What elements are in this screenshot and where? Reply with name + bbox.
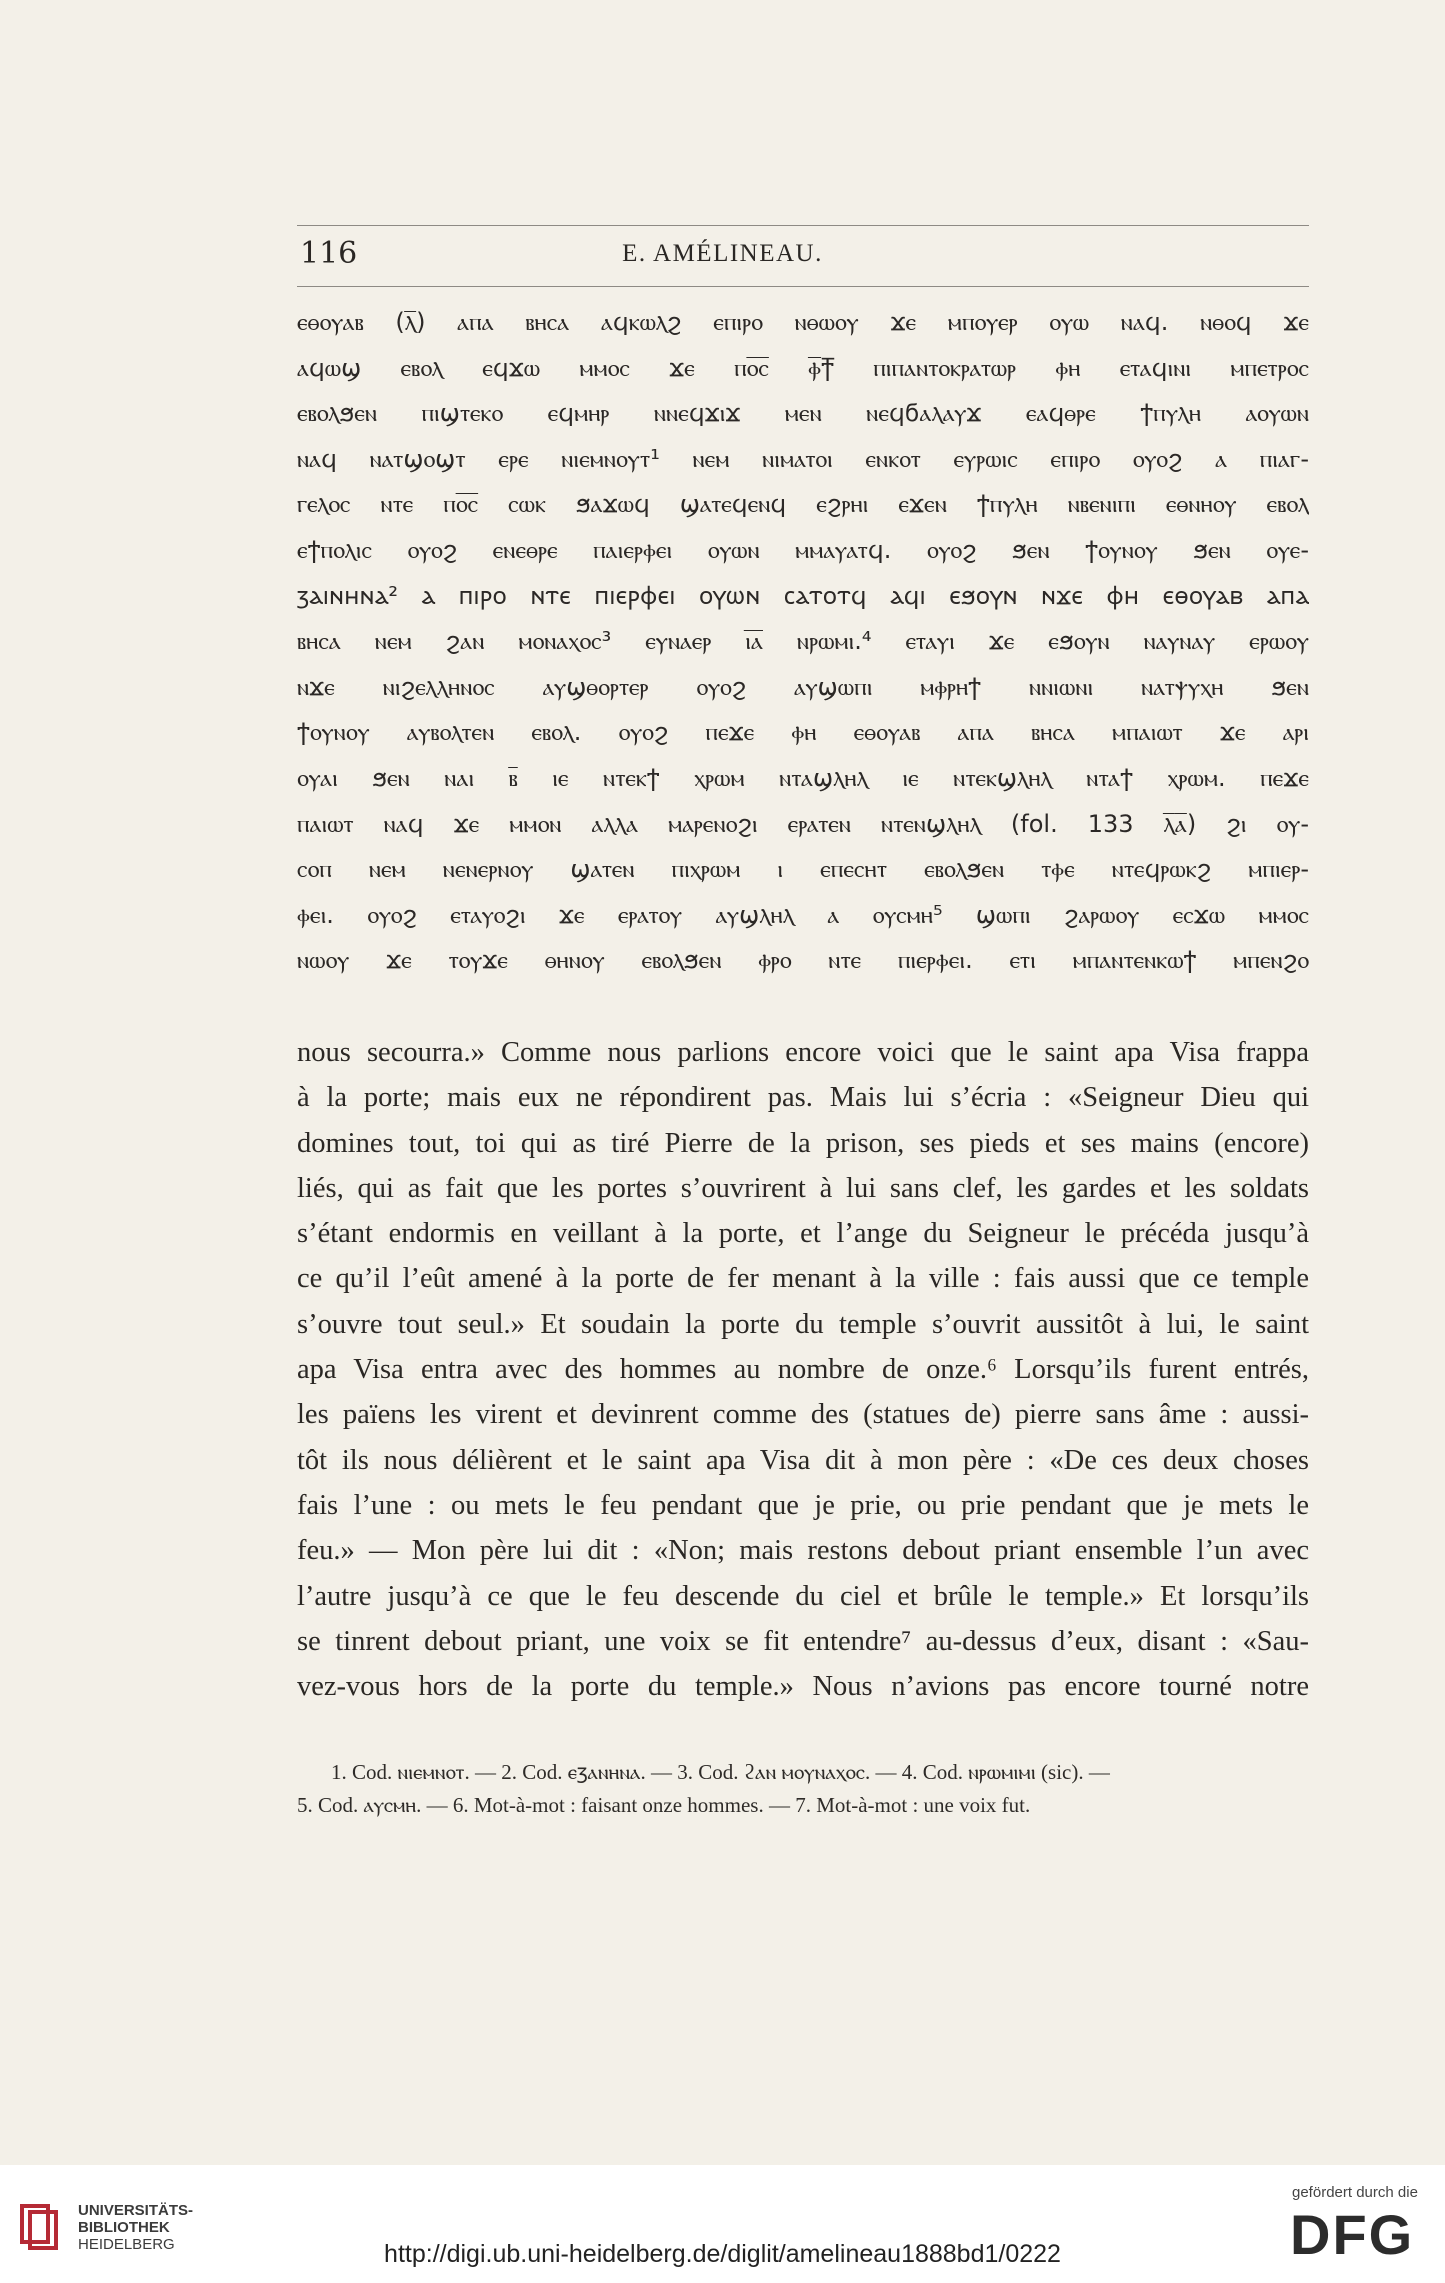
- institution-line-2: BIBLIOTHEK: [78, 2219, 170, 2236]
- french-line: apa Visa entra avec des hommes au nombre de onze.⁶ Lorsqu’ils furent entrés,: [297, 1354, 1309, 1386]
- coptic-line: ⲁϥⲱϣ ⲉⲃⲟⲗ ⲉϥϫⲱ ⲙⲙⲟⲥ ϫⲉ ⲡⲟ̅ⲥ̅ ⲫ̅ϯ̅ ⲡⲓⲡⲁⲛⲧⲟⲕⲣⲁⲧⲱⲣ ⲫⲏ ⲉⲧⲁϥⲓⲛⲓ ⲙⲡⲉⲧⲣⲟⲥ: [297, 353, 1309, 382]
- coptic-line: ⲛⲁϥ ⲛⲁⲧϣⲟϣⲧ ⲉⲣⲉ ⲛⲓⲉⲙⲛⲟⲩⲧ¹ ⲛⲉⲙ ⲛⲓⲙⲁⲧⲟⲓ ⲉⲛⲕⲟⲧ ⲉⲩⲣⲱⲓⲥ ⲉⲡⲓⲣⲟ ⲟⲩⲟϩ ⲁ ⲡⲓⲁⲅ-: [297, 444, 1309, 473]
- coptic-text-block: [297, 300, 1309, 984]
- coptic-line: ⲛϫⲉ ⲛⲓϩⲉⲗⲗⲏⲛⲟⲥ ⲁⲩϣⲑⲟⲣⲧⲉⲣ ⲟⲩⲟϩ ⲁⲩϣⲱⲡⲓ ⲙⲫⲣⲏϯ ⲛⲛⲓⲱⲛⲓ ⲛⲁⲧⲯⲩⲭⲏ ϧⲉⲛ: [297, 672, 1309, 701]
- institution-line-3: HEIDELBERG: [78, 2236, 175, 2253]
- french-line: feu.» — Mon père lui dit : «Non; mais restons debout priant ensemble l’un avec: [297, 1535, 1309, 1567]
- coptic-line: ⲟⲩⲁⲓ ϧⲉⲛ ⲛⲁⲓ ⲃ̅ ⲓⲉ ⲛⲧⲉⲕϯ ⲭⲣⲱⲙ ⲛⲧⲁϣⲗⲏⲗ ⲓⲉ ⲛⲧⲉⲕϣⲗⲏⲗ ⲛⲧⲁϯ ⲭⲣⲱⲙ. ⲡⲉϫⲉ: [297, 763, 1309, 792]
- french-line: s’ouvre tout seul.» Et soudain la porte du temple s’ouvrit aussitôt à lui, le saint: [297, 1308, 1309, 1340]
- french-line: ce qu’il l’eût amené à la porte de fer menant à la ville : fais aussi que ce temple: [297, 1263, 1309, 1295]
- coptic-line: ⲉⲃⲟⲗϧⲉⲛ ⲡⲓϣⲧⲉⲕⲟ ⲉϥⲙⲏⲣ ⲛⲛⲉϥϫⲓϫ ⲙⲉⲛ ⲛⲉϥϭⲁⲗⲁⲩϫ ⲉⲁϥⲑⲣⲉ ϯⲡⲩⲗⲏ ⲁⲟⲩⲱⲛ: [297, 399, 1309, 428]
- footnotes-block: [297, 1756, 1309, 1822]
- page-number: 116: [300, 236, 358, 271]
- funder-label: gefördert durch die: [1292, 2184, 1418, 2201]
- french-line: s’étant endormis en veillant à la porte, et l’ange du Seigneur le précéda jusqu’à: [297, 1218, 1309, 1250]
- header-rule-bottom: [297, 286, 1309, 287]
- footnote-line: 1. Cod. ⲛⲓⲉⲙⲛⲟⲧ. — 2. Cod. ⲉⳅⲁⲛⲏⲛⲁ. — 3. Cod. ϩⲁⲛ ⲙⲟⲩⲛⲁⲭⲟⲥ. — 4. Cod. ⲛⲣⲱⲙⲓⲙⲓ (sic). —: [331, 1760, 1110, 1784]
- french-line: domines tout, toi qui as tiré Pierre de la prison, ses pieds et ses mains (encore): [297, 1127, 1309, 1159]
- french-line: l’autre jusqu’à ce que le feu descende du ciel et brûle le temple.» Et lorsqu’ils: [297, 1580, 1309, 1612]
- french-line: se tinrent debout priant, une voix se fit entendre⁷ au-dessus d’eux, disant : «Sau-: [297, 1625, 1309, 1657]
- coptic-line: ⳅⲁⲓⲛⲏⲛⲁ² ⲁ ⲡⲓⲣⲟ ⲛⲧⲉ ⲡⲓⲉⲣⲫⲉⲓ ⲟⲩⲱⲛ ⲥⲁⲧⲟⲧϥ ⲁϥⲓ ⲉϧⲟⲩⲛ ⲛϫⲉ ⲫⲏ ⲉⲑⲟⲩⲁⲃ ⲁⲡⲁ: [297, 581, 1309, 610]
- french-translation-block: [297, 1030, 1309, 1709]
- french-line: à la porte; mais eux ne répondirent pas. Mais lui s’écria : «Seigneur Dieu qui: [297, 1082, 1309, 1114]
- coptic-line: ⲃⲏⲥⲁ ⲛⲉⲙ ϩⲁⲛ ⲙⲟⲛⲁⲭⲟⲥ³ ⲉⲩⲛⲁⲉⲣ ⲓ̅ⲁ̅ ⲛⲣⲱⲙⲓ.⁴ ⲉⲧⲁⲩⲓ ϫⲉ ⲉϧⲟⲩⲛ ⲛⲁⲩⲛⲁⲩ ⲉⲣⲱⲟⲩ: [297, 627, 1309, 656]
- coptic-line: ⲅⲉⲗⲟⲥ ⲛⲧⲉ ⲡⲟ̅ⲥ̅ ⲥⲱⲕ ϧⲁϫⲱϥ ϣⲁⲧⲉϥⲉⲛϥ ⲉϩⲣⲏⲓ ⲉϫⲉⲛ ϯⲡⲩⲗⲏ ⲛⲃⲉⲛⲓⲡⲓ ⲉⲑⲛⲏⲟⲩ ⲉⲃⲟⲗ: [297, 490, 1309, 519]
- french-line: les païens les virent et devinrent comme des (statues de) pierre sans âme : aussi-: [297, 1399, 1309, 1431]
- dfg-logo: DFG: [1290, 2203, 1415, 2266]
- french-line: nous secourra.» Comme nous parlions encore voici que le saint apa Visa frappa: [297, 1037, 1309, 1068]
- coptic-line: ⲥⲟⲡ ⲛⲉⲙ ⲛⲉⲛⲉⲣⲛⲟⲩ ϣⲁⲧⲉⲛ ⲡⲓⲭⲣⲱⲙ ⲓ ⲉⲡⲉⲥⲏⲧ ⲉⲃⲟⲗϧⲉⲛ ⲧⲫⲉ ⲛⲧⲉϥⲣⲱⲕϩ ⲙⲡⲓⲉⲣ-: [297, 855, 1309, 884]
- coptic-line: ϯⲟⲩⲛⲟⲩ ⲁⲩⲃⲟⲗⲧⲉⲛ ⲉⲃⲟⲗ. ⲟⲩⲟϩ ⲡⲉϫⲉ ⲫⲏ ⲉⲑⲟⲩⲁⲃ ⲁⲡⲁ ⲃⲏⲥⲁ ⲙⲡⲁⲓⲱⲧ ϫⲉ ⲁⲣⲓ: [297, 718, 1309, 747]
- french-line: fais l’une : ou mets le feu pendant que je prie, ou prie pendant que je mets le: [297, 1489, 1309, 1521]
- running-head: E. AMÉLINEAU.: [622, 240, 823, 267]
- french-line: liés, qui as fait que les portes s’ouvrirent à lui sans clef, les gardes et les soldats: [297, 1172, 1309, 1204]
- footnote-line: 5. Cod. ⲁⲩⲥⲙⲏ. — 6. Mot-à-mot : faisant onze hommes. — 7. Mot-à-mot : une voix fut.: [297, 1793, 1031, 1817]
- coptic-line: ⲫⲉⲓ. ⲟⲩⲟϩ ⲉⲧⲁⲩⲟϩⲓ ϫⲉ ⲉⲣⲁⲧⲟⲩ ⲁⲩϣⲗⲏⲗ ⲁ ⲟⲩⲥⲙⲏ⁵ ϣⲱⲡⲓ ϩⲁⲣⲱⲟⲩ ⲉⲥϫⲱ ⲙⲙⲟⲥ: [297, 900, 1309, 929]
- coptic-line: ⲉⲑⲟⲩⲁⲃ (ⲗ̅) ⲁⲡⲁ ⲃⲏⲥⲁ ⲁϥⲕⲱⲗϩ ⲉⲡⲓⲣⲟ ⲛⲑⲱⲟⲩ ϫⲉ ⲙⲡⲟⲩⲉⲣ ⲟⲩⲱ ⲛⲁϥ. ⲛⲑⲟϥ ϫⲉ: [297, 308, 1309, 336]
- coptic-line: ⲡⲁⲓⲱⲧ ⲛⲁϥ ϫⲉ ⲙⲙⲟⲛ ⲁⲗⲗⲁ ⲙⲁⲣⲉⲛⲟϩⲓ ⲉⲣⲁⲧⲉⲛ ⲛⲧⲉⲛϣⲗⲏⲗ (fol. 133 ⲗ̅ⲁ̅) ϩⲓ ⲟⲩ-: [297, 809, 1309, 838]
- coptic-line: ⲛⲱⲟⲩ ϫⲉ ⲧⲟⲩϫⲉ ⲑⲏⲛⲟⲩ ⲉⲃⲟⲗϧⲉⲛ ⲫⲣⲟ ⲛⲧⲉ ⲡⲓⲉⲣⲫⲉⲓ. ⲉⲧⲓ ⲙⲡⲁⲛⲧⲉⲛⲕⲱϯ ⲙⲡⲉⲛϩⲟ: [297, 946, 1309, 975]
- coptic-line: ⲉϯⲡⲟⲗⲓⲥ ⲟⲩⲟϩ ⲉⲛⲉⲑⲣⲉ ⲡⲁⲓⲉⲣⲫⲉⲓ ⲟⲩⲱⲛ ⲙⲙⲁⲩⲁⲧϥ. ⲟⲩⲟϩ ϧⲉⲛ ϯⲟⲩⲛⲟⲩ ϧⲉⲛ ⲟⲩⲉ-: [297, 535, 1309, 564]
- source-url-link[interactable]: http://digi.ub.uni-heidelberg.de/diglit/amelineau1888bd1/0222: [384, 2240, 1061, 2268]
- header-rule-top: [297, 225, 1309, 226]
- french-line: vez-vous hors de la porte du temple.» Nous n’avions pas encore tourné notre: [297, 1671, 1309, 1703]
- french-line: tôt ils nous délièrent et le saint apa Visa dit à mon père : «De ces deux choses: [297, 1444, 1309, 1476]
- institution-line-1: UNIVERSITÄTS-: [78, 2202, 194, 2219]
